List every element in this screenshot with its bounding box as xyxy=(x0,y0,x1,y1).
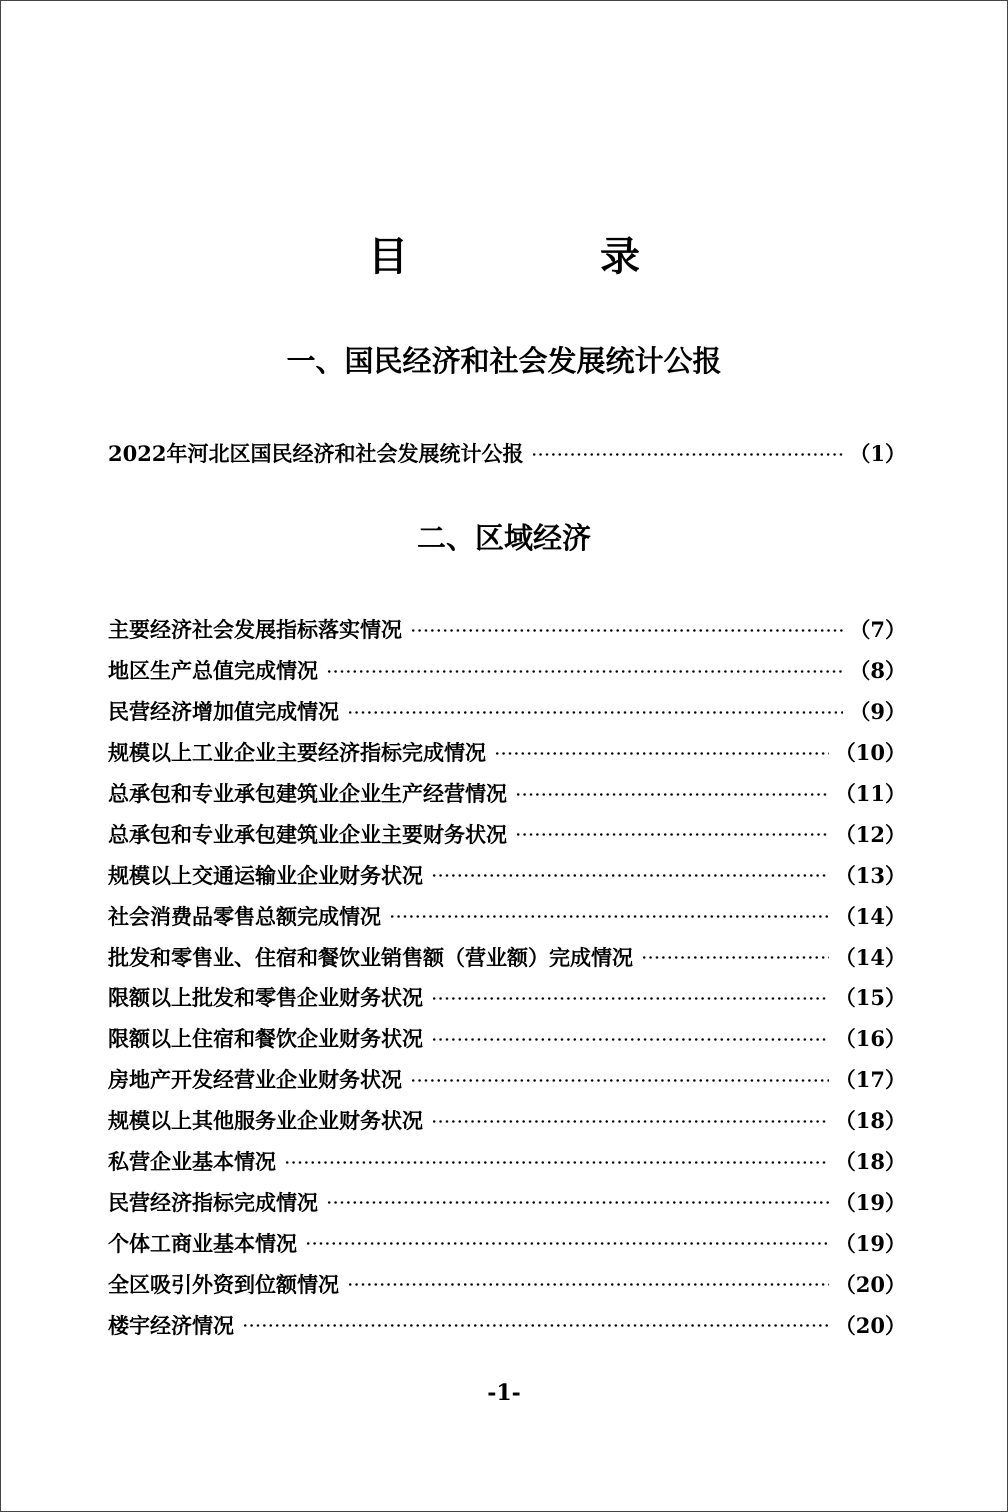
toc-leader-dots xyxy=(242,1324,829,1327)
toc-entry[interactable] xyxy=(108,1059,906,1100)
toc-entry-page: （9） xyxy=(849,699,906,725)
toc-entry[interactable] xyxy=(108,1100,906,1141)
toc-entry-page: （18） xyxy=(834,1149,906,1175)
toc-leader-dots xyxy=(347,711,843,714)
toc-entry-label: 总承包和专业承包建筑业企业生产经营情况 xyxy=(108,781,507,806)
toc-entry[interactable] xyxy=(108,691,906,732)
toc-entry-page: （16） xyxy=(834,1026,906,1052)
toc-leader-dots xyxy=(431,1038,829,1041)
toc-leader-dots xyxy=(431,997,829,1000)
toc-entry[interactable] xyxy=(108,1141,906,1182)
toc-leader-dots xyxy=(326,670,843,673)
toc-entry-page: （19） xyxy=(834,1230,906,1256)
toc-entry-page: （13） xyxy=(834,862,906,888)
toc-entry[interactable] xyxy=(108,1018,906,1059)
toc-entry[interactable] xyxy=(108,1304,906,1345)
toc-entry-label: 全区吸引外资到位额情况 xyxy=(108,1271,339,1297)
toc-leader-dots xyxy=(494,752,829,755)
toc-entry[interactable] xyxy=(108,609,906,650)
toc-entry[interactable] xyxy=(108,1222,906,1263)
toc-leader-dots xyxy=(326,1201,829,1204)
toc-entry-label: 楼宇经济情况 xyxy=(108,1312,234,1338)
toc-entry-label: 房地产开发经营业企业财务状况 xyxy=(108,1067,402,1093)
toc-leader-dots xyxy=(389,915,829,918)
toc-entry-label: 批发和零售业、住宿和餐饮业销售额（营业额）完成情况 xyxy=(108,944,633,970)
toc-leader-dots xyxy=(431,1120,829,1123)
toc-entry-label: 规模以上交通运输业企业财务状况 xyxy=(108,862,423,888)
toc-leader-dots xyxy=(515,833,829,836)
toc-leader-dots xyxy=(641,956,829,959)
toc-leader-dots xyxy=(410,629,843,632)
page-number: -1- xyxy=(487,1380,521,1406)
toc-entry-label: 规模以上工业企业主要经济指标完成情况 xyxy=(108,740,486,766)
toc-entry-label: 社会消费品零售总额完成情况 xyxy=(108,903,381,929)
toc-entry-page: （10） xyxy=(834,740,906,766)
toc-list-section-1 xyxy=(108,433,906,474)
toc-entry-label: 总承包和专业承包建筑业企业主要财务状况 xyxy=(108,821,507,847)
toc-entry[interactable] xyxy=(108,732,906,773)
toc-entry[interactable] xyxy=(108,1263,906,1304)
toc-entry[interactable] xyxy=(108,895,906,936)
toc-entry-label: 主要经济社会发展指标落实情况 xyxy=(108,617,402,643)
toc-entry-page: （17） xyxy=(834,1067,906,1093)
toc-entry-page: （20） xyxy=(834,1312,906,1338)
toc-leader-dots xyxy=(410,1079,829,1082)
toc-entry-page: （14） xyxy=(834,944,906,970)
toc-entry[interactable] xyxy=(108,1181,906,1222)
toc-entry-label: 限额以上批发和零售企业财务状况 xyxy=(108,985,423,1011)
toc-leader-dots xyxy=(515,793,829,796)
toc-leader-dots xyxy=(284,1161,829,1164)
toc-entry-page: （1） xyxy=(849,441,906,467)
toc-entry-page: （11） xyxy=(834,781,906,806)
toc-entry[interactable] xyxy=(108,854,906,895)
toc-entry[interactable] xyxy=(108,650,906,691)
toc-entry-page: （8） xyxy=(849,658,906,684)
toc-entry-label: 私营企业基本情况 xyxy=(108,1149,276,1175)
toc-entry-page: （15） xyxy=(834,985,906,1011)
toc-entry-page: （18） xyxy=(834,1108,906,1134)
toc-leader-dots xyxy=(305,1242,829,1245)
toc-entry[interactable] xyxy=(108,977,906,1018)
section-heading-statistical-bulletin: 一、国民经济和社会发展统计公报 xyxy=(286,344,722,378)
toc-leader-dots xyxy=(431,874,829,877)
toc-entry-page: （19） xyxy=(834,1189,906,1215)
toc-list-section-2 xyxy=(108,609,906,1345)
toc-entry-page: （7） xyxy=(849,617,906,643)
toc-entry-label: 民营经济增加值完成情况 xyxy=(108,699,339,725)
toc-entry-label: 民营经济指标完成情况 xyxy=(108,1189,318,1215)
toc-leader-dots xyxy=(347,1283,829,1286)
toc-entry-label: 规模以上其他服务业企业财务状况 xyxy=(108,1108,423,1134)
toc-entry-page: （14） xyxy=(834,903,906,929)
toc-entry-label: 限额以上住宿和餐饮企业财务状况 xyxy=(108,1026,423,1052)
section-heading-regional-economy: 二、区域经济 xyxy=(416,521,591,555)
toc-entry[interactable] xyxy=(108,773,906,814)
toc-entry[interactable] xyxy=(108,936,906,977)
toc-entry-label: 2022年河北区国民经济和社会发展统计公报 xyxy=(108,441,524,467)
toc-entry-page: （12） xyxy=(834,821,906,847)
toc-leader-dots xyxy=(531,453,843,456)
page-title: 目 录 xyxy=(368,234,716,280)
toc-entry[interactable] xyxy=(108,433,906,474)
toc-entry-label: 个体工商业基本情况 xyxy=(108,1230,297,1256)
toc-entry-label: 地区生产总值完成情况 xyxy=(108,658,318,684)
toc-entry-page: （20） xyxy=(834,1271,906,1297)
toc-entry[interactable] xyxy=(108,813,906,854)
